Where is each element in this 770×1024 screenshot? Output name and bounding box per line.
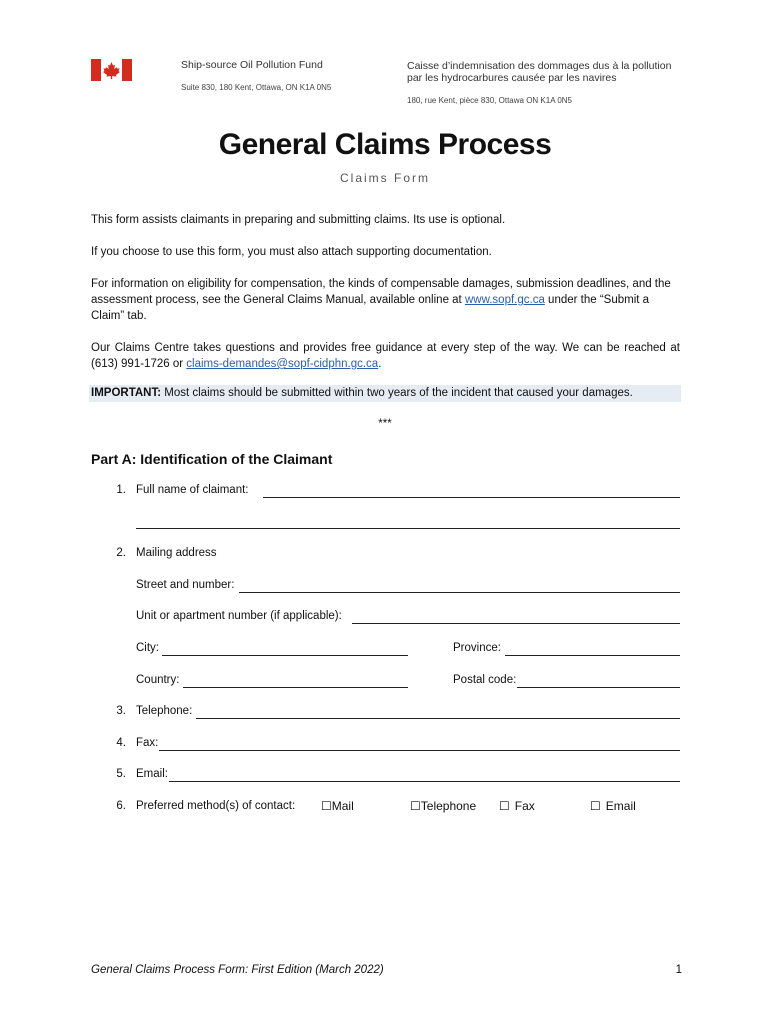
intro-paragraph-2: If you choose to use this form, you must also attach supporting documentation.	[91, 246, 492, 258]
org-name-fr-line2: par les hydrocarbures causée par les navires	[407, 72, 617, 84]
street-field[interactable]	[239, 592, 680, 593]
postal-code-label: Postal code:	[453, 674, 517, 686]
org-name-en: Ship-source Oil Pollution Fund	[181, 59, 323, 71]
important-label: IMPORTANT:	[91, 387, 162, 399]
checkbox-icon[interactable]: ☐	[499, 799, 510, 813]
checkbox-icon[interactable]: ☐	[410, 799, 421, 813]
postal-code-field[interactable]	[517, 687, 680, 688]
telephone-field[interactable]	[196, 718, 680, 719]
part-a-heading: Part A: Identification of the Claimant	[91, 451, 333, 467]
page-title: General Claims Process	[218, 128, 552, 161]
province-field[interactable]	[505, 655, 680, 656]
contact-option-fax-label: Fax	[514, 799, 535, 813]
intro-paragraph-4-text-a: Our Claims Centre takes questions and provides free guidance at every step of the way. We can be reached at (613) 991-1726 or	[91, 342, 680, 370]
org-address-fr: 180, rue Kent, pièce 830, Ottawa ON K1A 0N5	[407, 96, 572, 105]
org-address-en: Suite 830, 180 Kent, Ottawa, ON K1A 0N5	[181, 83, 332, 92]
section-separator: ***	[378, 418, 392, 430]
important-text: Most claims should be submitted within two years of the incident that caused your damages.	[161, 387, 633, 399]
contact-method-label: Preferred method(s) of contact:	[136, 800, 296, 812]
email-label: Email:	[136, 768, 168, 780]
q5-number: 5.	[116, 768, 126, 780]
city-label: City:	[136, 642, 159, 654]
contact-option-telephone[interactable]	[410, 799, 476, 813]
unit-field[interactable]	[352, 623, 680, 624]
page-subtitle: Claims Form	[340, 171, 430, 185]
full-name-field[interactable]	[263, 497, 680, 498]
contact-option-email-label: Email	[605, 799, 636, 813]
q3-number: 3.	[116, 705, 126, 717]
checkbox-icon[interactable]: ☐	[321, 799, 332, 813]
important-notice	[89, 385, 681, 402]
q4-number: 4.	[116, 737, 126, 749]
intro-paragraph-4-text-b: .	[378, 358, 382, 370]
fax-label: Fax:	[136, 737, 159, 749]
unit-label: Unit or apartment number (if applicable):	[136, 610, 342, 622]
canada-flag-icon	[91, 59, 132, 81]
mailing-address-label: Mailing address	[136, 547, 217, 559]
sopf-website-link[interactable]: www.sopf.gc.ca	[464, 294, 545, 306]
full-name-field-line-2[interactable]	[136, 528, 680, 529]
telephone-label: Telephone:	[136, 705, 193, 717]
email-field[interactable]	[169, 781, 680, 782]
q6-number: 6.	[116, 800, 126, 812]
fax-field[interactable]	[159, 750, 680, 751]
contact-option-email[interactable]	[590, 799, 636, 813]
intro-paragraph-4	[91, 340, 680, 372]
country-label: Country:	[136, 674, 180, 686]
footer-edition: General Claims Process Form: First Edition (March 2022)	[91, 964, 384, 976]
page-number: 1	[675, 964, 682, 976]
intro-paragraph-3	[91, 276, 680, 324]
contact-option-mail[interactable]	[321, 799, 354, 813]
contact-option-mail-label: Mail	[331, 799, 354, 813]
street-label: Street and number:	[136, 579, 235, 591]
org-name-fr-line1: Caisse d’indemnisation des dommages dus à la pollution	[407, 60, 672, 72]
q1-number: 1.	[116, 484, 126, 496]
claims-email-link[interactable]: claims-demandes@sopf-cidphn.gc.ca	[186, 358, 379, 370]
q2-number: 2.	[116, 547, 126, 559]
country-field[interactable]	[183, 687, 408, 688]
intro-paragraph-3-text-a: For information on eligibility for compensation, the kinds of compensable damages, submission deadlines, and the assessment process, see the General Claims Manual, available online at	[91, 278, 671, 306]
contact-option-fax[interactable]	[499, 799, 535, 813]
city-field[interactable]	[162, 655, 408, 656]
intro-paragraph-3-text-b: under the “Submit a Claim” tab.	[91, 294, 650, 322]
province-label: Province:	[453, 642, 501, 654]
contact-option-telephone-label: Telephone	[420, 799, 477, 813]
full-name-label: Full name of claimant:	[136, 484, 249, 496]
checkbox-icon[interactable]: ☐	[590, 799, 601, 813]
intro-paragraph-1: This form assists claimants in preparing and submitting claims. Its use is optional.	[91, 214, 506, 226]
